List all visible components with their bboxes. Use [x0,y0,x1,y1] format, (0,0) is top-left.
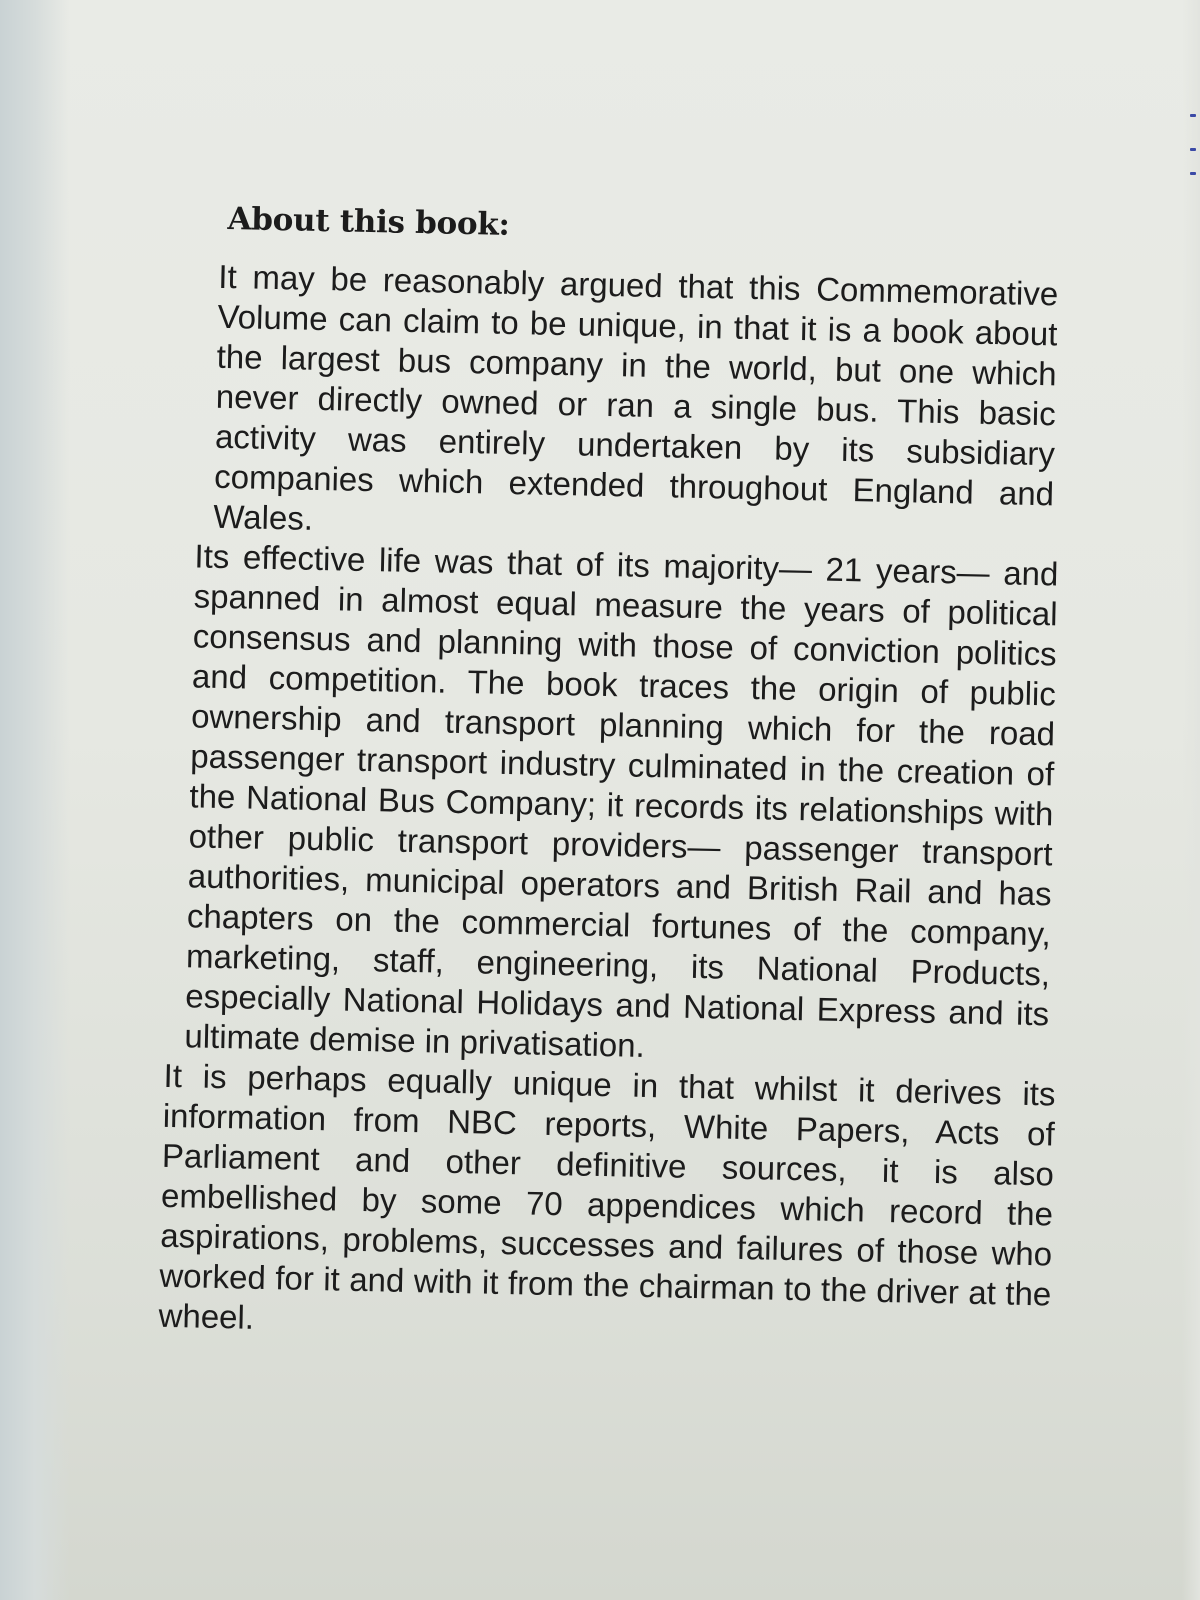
paragraph-2: Its effective life was that of its majority— 21 years— and spanned in almost equal measure the years of political consensus and planning with those of conviction politics and competition. The book traces the origin of public ownership and transport planning which for the road passenger transport industry culminated in the creation of the National Bus Company; it records its relationships with other public transport providers— passenger transport authorities, municipal operators and British Rail and has chapters on the commercial fortunes of the company, marketing, staff, engineering, its National Products, especially National Holidays and National Express and its ultimate demise in privatisation. [184,537,1059,1064]
paragraph-1: It may be reasonably argued that this Commemorative Volume can claim to be unique, in that it is a book about the largest bus company in the world, but one which never directly owned or ran a single bus. This basic activity was entirely undertaken by its subsidiary companies which extended throughout England and Wales. [212,257,1059,537]
edge-mark [1190,148,1196,151]
paragraph-3: It is perhaps equally unique in that whilst it derives its information from NBC reports, White Papers, Acts of Parliament and other definitive sources, it is also embellished by some 70 appendices which record the aspirations, problems, successes and failures of those who worked for it and with it from the chairman to the driver at the wheel. [158,1056,1056,1336]
page-gutter-shadow [0,0,70,1600]
edge-mark [1190,172,1196,175]
page-right-edge [1182,0,1200,1600]
book-page [156,200,1080,1355]
edge-mark [1190,114,1196,117]
page-heading: About this book: [227,201,511,243]
